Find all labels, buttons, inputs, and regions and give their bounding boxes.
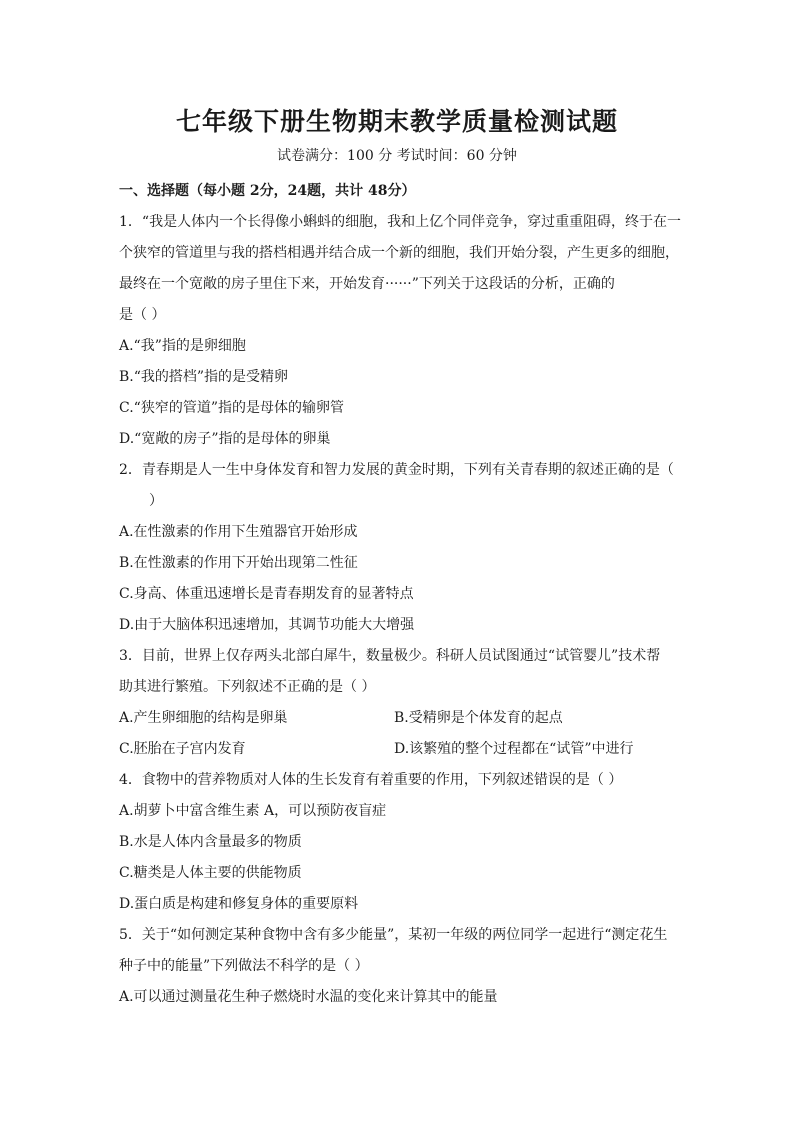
- option-row: [119, 734, 679, 765]
- question-text: 3．目前，世界上仅存两头北部白犀牛，数量极少。科研人员试图通过“试管婴儿”技术帮: [119, 648, 661, 664]
- option-c: C.“狭窄的管道”指的是母体的输卵管: [119, 400, 344, 416]
- question-text: 最终在一个宽敞的房子里住下来，开始发育······”下列关于这段话的分析，正确的: [119, 276, 615, 292]
- option-d: D.该繁殖的整个过程都在“试管”中进行: [394, 741, 634, 757]
- option-c: C.身高、体重迅速增长是青春期发育的显著特点: [119, 586, 414, 602]
- page-title: 七年级下册生物期末教学质量检测试题: [175, 107, 618, 136]
- question-3: [119, 641, 679, 765]
- question-text: 2．青春期是人一生中身体发育和智力发展的黄金时期，下列有关青春期的叙述正确的是（: [119, 462, 674, 478]
- question-5: [119, 920, 679, 1013]
- option-a: A.产生卵细胞的结构是卵巢: [119, 710, 288, 726]
- question-text: 种子中的能量”下列做法不科学的是（ ）: [119, 958, 369, 974]
- question-text: 个狭窄的管道里与我的搭档相遇并结合成一个新的细胞，我们开始分裂，产生更多的细胞，: [119, 245, 679, 261]
- option-a: A.在性激素的作用下生殖器官开始形成: [119, 524, 358, 540]
- question-text: 4．食物中的营养物质对人体的生长发育有着重要的作用，下列叙述错误的是（ ）: [119, 772, 623, 788]
- option-d: D.“宽敞的房子”指的是母体的卵巢: [119, 431, 331, 447]
- question-2: [119, 455, 679, 641]
- option-a: A.可以通过测量花生种子燃烧时水温的变化来计算其中的能量: [119, 989, 498, 1005]
- question-list: [119, 176, 682, 1013]
- option-c: C.糖类是人体主要的供能物质: [119, 865, 302, 881]
- question-text: 1．“我是人体内一个长得像小蝌蚪的细胞，我和上亿个同伴竞争，穿过重重阻碍，终于在一: [119, 214, 682, 230]
- section-heading: 一、选择题（每小题 2分，24题，共计 48分）: [119, 183, 416, 199]
- option-b: B.受精卵是个体发育的起点: [394, 710, 563, 726]
- exam-info: 试卷满分：100 分 考试时间：60 分钟: [277, 148, 517, 164]
- question-1: [119, 207, 682, 455]
- option-a: A.胡萝卜中富含维生素 A，可以预防夜盲症: [119, 803, 387, 819]
- option-b: B.“我的搭档”指的是受精卵: [119, 369, 289, 385]
- option-b: B.水是人体内含量最多的物质: [119, 834, 302, 850]
- option-row: [119, 703, 679, 734]
- question-4: [119, 765, 679, 920]
- option-b: B.在性激素的作用下开始出现第二性征: [119, 555, 358, 571]
- option-a: A.“我”指的是卵细胞: [119, 338, 246, 354]
- question-text: ）: [149, 493, 163, 509]
- option-d: D.蛋白质是构建和修复身体的重要原料: [119, 896, 359, 912]
- question-text: 助其进行繁殖。下列叙述不正确的是（ ）: [119, 679, 376, 695]
- option-c: C.胚胎在子宫内发育: [119, 741, 246, 757]
- option-d: D.由于大脑体积迅速增加，其调节功能大大增强: [119, 617, 415, 633]
- question-text: 是（ ）: [119, 307, 166, 323]
- question-text: 5．关于“如何测定某种食物中含有多少能量”，某初一年级的两位同学一起进行“测定花生: [119, 927, 668, 943]
